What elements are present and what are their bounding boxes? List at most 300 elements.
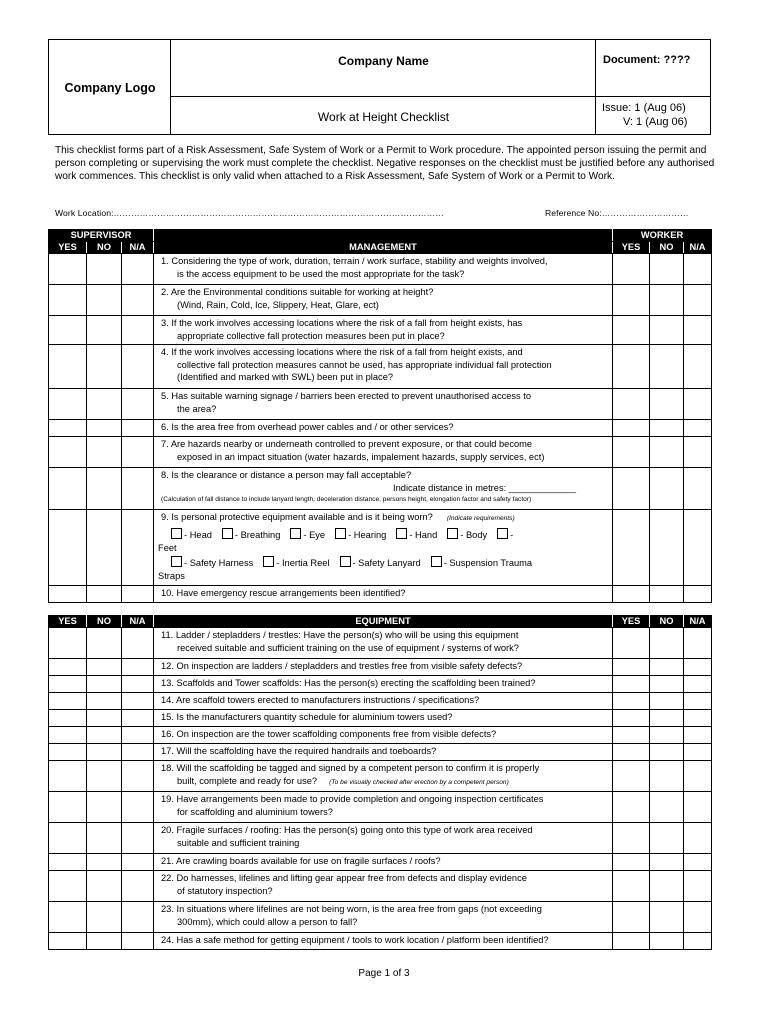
checklist-row [49, 792, 712, 823]
supervisor-na-cell[interactable] [122, 676, 154, 693]
ppe-options-row [161, 556, 608, 570]
question-line-text: 7. Are hazards nearby or underneath controlled to prevent exposure, or that could become [161, 439, 533, 449]
worker-yes-cell[interactable] [613, 744, 650, 761]
worker-no-cell[interactable] [650, 761, 684, 792]
checkbox-icon[interactable] [431, 556, 442, 567]
worker-na-cell[interactable] [684, 468, 712, 510]
supervisor-na-cell[interactable] [122, 316, 154, 345]
worker-no-cell[interactable] [650, 468, 684, 510]
question-text [154, 389, 613, 420]
supervisor-na-cell[interactable] [122, 285, 154, 316]
ppe-option-label: - Hearing [348, 530, 387, 540]
worker-na-cell[interactable] [684, 316, 712, 345]
ppe-option[interactable] [222, 530, 280, 540]
supervisor-yes-cell[interactable] [49, 727, 87, 744]
question-line-text: (Identified and marked with SWL) been put in place? [177, 372, 394, 382]
worker-yes-cell[interactable] [613, 509, 650, 585]
worker-no-cell[interactable] [650, 854, 684, 871]
question-line-text: 17. Will the scaffolding have the required handrails and toeboards? [161, 746, 437, 756]
worker-no-cell[interactable] [650, 345, 684, 389]
supervisor-na-cell[interactable] [122, 854, 154, 871]
supervisor-no-cell[interactable] [87, 254, 122, 285]
worker-na-cell[interactable] [684, 345, 712, 389]
worker-no-cell[interactable] [650, 676, 684, 693]
worker-na-cell[interactable] [684, 659, 712, 676]
supervisor-yes-cell[interactable] [49, 854, 87, 871]
worker-yes-cell[interactable] [613, 585, 650, 602]
supervisor-na-cell[interactable] [122, 659, 154, 676]
ppe-option-label: - Suspension Trauma [443, 558, 533, 568]
question-text [154, 727, 613, 744]
worker-yes-cell[interactable] [613, 468, 650, 510]
worker-na-cell[interactable] [684, 693, 712, 710]
supervisor-no-cell[interactable] [87, 437, 122, 468]
worker-yes-cell[interactable] [613, 316, 650, 345]
supervisor-no-cell[interactable] [87, 744, 122, 761]
question-text [154, 902, 613, 933]
question-text [154, 710, 613, 727]
question-line-text: 3. If the work involves accessing locations where the risk of a fall from height exists, has [161, 318, 523, 328]
ppe-option[interactable] [497, 530, 513, 540]
worker-yes-cell[interactable] [613, 792, 650, 823]
supervisor-yes-cell[interactable] [49, 902, 87, 933]
supervisor-yes-cell[interactable] [49, 316, 87, 345]
checklist-row [49, 761, 712, 792]
question-line-text: suitable and sufficient training [177, 837, 300, 848]
ppe-option[interactable] [335, 530, 386, 540]
worker-yes-cell[interactable] [613, 727, 650, 744]
question-text [154, 316, 613, 345]
question-text [154, 659, 613, 676]
worker-no-cell[interactable] [650, 316, 684, 345]
document-number: Document: ???? [603, 54, 691, 66]
question-text [154, 693, 613, 710]
worker-na-cell[interactable] [684, 761, 712, 792]
worker-yes-cell[interactable] [613, 871, 650, 902]
question-text [154, 420, 613, 437]
worker-no-cell[interactable] [650, 693, 684, 710]
worker-no-cell[interactable] [650, 659, 684, 676]
worker-na-cell[interactable] [684, 871, 712, 902]
ppe-option[interactable] [447, 530, 487, 540]
wrk-no-header: NO [650, 242, 684, 254]
checklist-row [49, 902, 712, 933]
version-text: V: 1 (Aug 06) [623, 116, 688, 128]
worker-no-cell[interactable] [650, 792, 684, 823]
supervisor-na-cell[interactable] [122, 693, 154, 710]
supervisor-na-cell[interactable] [122, 727, 154, 744]
question-text [154, 585, 613, 602]
checklist-row [49, 871, 712, 902]
supervisor-na-cell[interactable] [122, 420, 154, 437]
ppe-option-label: - Inertia Reel [276, 558, 330, 568]
checklist-row [49, 468, 712, 510]
worker-na-cell[interactable] [684, 676, 712, 693]
worker-no-cell[interactable] [650, 437, 684, 468]
question-text [154, 437, 613, 468]
checklist-row [49, 509, 712, 585]
supervisor-no-cell[interactable] [87, 676, 122, 693]
ppe-option-label: - Safety Lanyard [352, 558, 421, 568]
question-line-text: appropriate collective fall protection measures been put in place? [177, 330, 445, 341]
wrk-na-header: N/A [684, 242, 712, 254]
supervisor-no-cell[interactable] [87, 710, 122, 727]
supervisor-no-cell[interactable] [87, 761, 122, 792]
question-line-text: 14. Are scaffold towers erected to manufacturers instructions / specifications? [161, 695, 480, 705]
checklist-row [49, 854, 712, 871]
management-checklist [48, 229, 712, 603]
supervisor-yes-cell[interactable] [49, 420, 87, 437]
supervisor-na-cell[interactable] [122, 389, 154, 420]
supervisor-no-cell[interactable] [87, 933, 122, 950]
supervisor-yes-cell[interactable] [49, 933, 87, 950]
question-line-text: is the access equipment to be used the most appropriate for the task? [177, 268, 465, 279]
question-text [154, 854, 613, 871]
question-line-text: 10. Have emergency rescue arrangements been identified? [161, 587, 406, 598]
sup-na-header: N/A [122, 616, 154, 628]
work-location-field[interactable]: Work Location:…………………………………………………………………………………………………… [55, 208, 444, 218]
question-text [154, 345, 613, 389]
question-line-text: (Wind, Rain, Cold, Ice, Slippery, Heat, Glare, ect) [177, 299, 379, 310]
supervisor-no-cell[interactable] [87, 792, 122, 823]
question-line-text: 23. In situations where lifelines are not being worn, is the area free from gaps (not exceeding [161, 904, 542, 914]
supervisor-no-cell[interactable] [87, 389, 122, 420]
question-line-text [161, 775, 608, 790]
question-line-text: 2. Are the Environmental conditions suitable for working at height? [161, 287, 434, 297]
worker-yes-cell[interactable] [613, 933, 650, 950]
question-text [154, 285, 613, 316]
supervisor-na-cell[interactable] [122, 902, 154, 933]
question-line-text: 6. Is the area free from overhead power cables and / or other services? [161, 422, 454, 432]
equipment-checklist [48, 615, 712, 950]
checklist-row [49, 676, 712, 693]
checklist-row [49, 933, 712, 950]
question-line-text: 5. Has suitable warning signage / barriers been erected to prevent unauthorised access to [161, 391, 532, 401]
calculation-note: (Calculation of fall distance to include lanyard length, deceleration distance, persons height, elongation factor and safety factor) [161, 496, 532, 503]
worker-no-cell[interactable] [650, 823, 684, 854]
question-text [154, 933, 613, 950]
question-line-text: 300mm), which could allow a person to fall? [177, 916, 358, 927]
supervisor-yes-cell[interactable] [49, 585, 87, 602]
supervisor-no-cell[interactable] [87, 585, 122, 602]
supervisor-yes-cell[interactable] [49, 345, 87, 389]
company-name: Company Name [338, 54, 429, 68]
supervisor-yes-cell[interactable] [49, 389, 87, 420]
checkbox-icon[interactable] [396, 528, 407, 539]
checkbox-icon[interactable] [290, 528, 301, 539]
question-line-text: 1. Considering the type of work, duration, terrain / work surface, stability and weights involved, [161, 256, 548, 266]
worker-no-cell[interactable] [650, 933, 684, 950]
question-line-text: 11. Ladder / stepladders / trestles: Have the person(s) who will be using this equipment [161, 630, 519, 640]
question-line-text: 22. Do harnesses, lifelines and lifting gear appear free from defects and display evidence [161, 873, 527, 883]
worker-yes-cell[interactable] [613, 676, 650, 693]
supervisor-yes-cell[interactable] [49, 792, 87, 823]
supervisor-na-cell[interactable] [122, 933, 154, 950]
supervisor-na-cell[interactable] [122, 744, 154, 761]
supervisor-yes-cell[interactable] [49, 285, 87, 316]
document-header [48, 39, 711, 135]
supervisor-header: SUPERVISOR [49, 230, 154, 242]
worker-yes-cell[interactable] [613, 628, 650, 659]
question-text [154, 628, 613, 659]
header-row [49, 616, 712, 628]
supervisor-no-cell[interactable] [87, 628, 122, 659]
worker-no-cell[interactable] [650, 744, 684, 761]
ppe-option-label: - Eye [303, 530, 326, 540]
worker-yes-cell[interactable] [613, 710, 650, 727]
question-line-text: 12. On inspection are ladders / stepladders and trestles free from visible safety defects? [161, 661, 523, 671]
worker-yes-cell[interactable] [613, 823, 650, 854]
worker-no-cell[interactable] [650, 727, 684, 744]
checkbox-icon[interactable] [447, 528, 458, 539]
supervisor-yes-cell[interactable] [49, 871, 87, 902]
ppe-option[interactable] [290, 530, 325, 540]
supervisor-no-cell[interactable] [87, 285, 122, 316]
worker-na-cell[interactable] [684, 854, 712, 871]
checkbox-icon[interactable] [340, 556, 351, 567]
ppe-option-label: - Head [184, 530, 212, 540]
ppe-option-label: - Breathing [234, 530, 281, 540]
company-logo: Company Logo [64, 81, 156, 95]
supervisor-na-cell[interactable] [122, 628, 154, 659]
supervisor-na-cell[interactable] [122, 585, 154, 602]
supervisor-na-cell[interactable] [122, 345, 154, 389]
sup-no-header: NO [87, 242, 122, 254]
worker-na-cell[interactable] [684, 585, 712, 602]
question-line-text: collective fall protection measures cannot be used, has appropriate individual fall protection [177, 359, 552, 370]
question-line-text: for scaffolding and aluminium towers? [177, 806, 333, 817]
question-line-text: 16. On inspection are the tower scaffolding components free from visible defects? [161, 729, 497, 739]
worker-yes-cell[interactable] [613, 420, 650, 437]
supervisor-yes-cell[interactable] [49, 659, 87, 676]
page-number: Page 1 of 3 [358, 968, 410, 979]
fall-distance-field[interactable]: Indicate distance in metres: _____________ [393, 482, 576, 493]
issue-text: Issue: 1 (Aug 06) [602, 102, 686, 114]
question-line-text: received suitable and sufficient training on the use of equipment / systems of work? [177, 642, 519, 653]
checklist-title: Work at Height Checklist [317, 110, 450, 124]
ppe-option[interactable] [171, 558, 253, 568]
supervisor-na-cell[interactable] [122, 468, 154, 510]
checklist-row [49, 710, 712, 727]
supervisor-yes-cell[interactable] [49, 437, 87, 468]
wrk-no-header: NO [650, 616, 684, 628]
supervisor-na-cell[interactable] [122, 871, 154, 902]
worker-no-cell[interactable] [650, 254, 684, 285]
company-name-cell [171, 40, 596, 97]
supervisor-no-cell[interactable] [87, 854, 122, 871]
header-row [49, 230, 712, 242]
worker-na-cell[interactable] [684, 727, 712, 744]
wrk-na-header: N/A [684, 616, 712, 628]
ppe-option[interactable] [431, 558, 532, 568]
worker-na-cell[interactable] [684, 509, 712, 585]
question-line-text: 24. Has a safe method for getting equipment / tools to work location / platform been identified? [161, 935, 549, 945]
worker-na-cell[interactable] [684, 628, 712, 659]
supervisor-no-cell[interactable] [87, 345, 122, 389]
ppe-wrap-text: Feet [158, 542, 177, 553]
question-text [154, 744, 613, 761]
worker-na-cell[interactable] [684, 710, 712, 727]
worker-na-cell[interactable] [684, 389, 712, 420]
worker-na-cell[interactable] [684, 933, 712, 950]
question-text [154, 792, 613, 823]
worker-yes-cell[interactable] [613, 437, 650, 468]
checklist-row [49, 316, 712, 345]
worker-yes-cell[interactable] [613, 854, 650, 871]
checkbox-icon[interactable] [263, 556, 274, 567]
worker-yes-cell[interactable] [613, 345, 650, 389]
wrk-yes-header: YES [613, 616, 650, 628]
worker-yes-cell[interactable] [613, 659, 650, 676]
intro-paragraph: This checklist forms part of a Risk Assessment, Safe System of Work or a Permit to Work procedure. The appointed person issuing the permit and person completing or supervising the work must complete the checklist. Negative responses on the checklist must be justified before any authorised work commences. This checklist is only valid when attached to a Risk Assessment, Safe System of Work or a Permit to Work. [55, 145, 715, 182]
worker-no-cell[interactable] [650, 420, 684, 437]
checklist-row [49, 744, 712, 761]
question-text [154, 823, 613, 854]
question-line-text: 15. Is the manufacturers quantity schedule for aluminium towers used? [161, 712, 453, 722]
checklist-row [49, 420, 712, 437]
worker-no-cell[interactable] [650, 871, 684, 902]
question-text [154, 871, 613, 902]
sup-no-header: NO [87, 616, 122, 628]
ppe-option-label: - Safety Harness [184, 558, 254, 568]
worker-na-cell[interactable] [684, 744, 712, 761]
supervisor-na-cell[interactable] [122, 710, 154, 727]
supervisor-no-cell[interactable] [87, 693, 122, 710]
question-line-text: 8. Is the clearance or distance a person may fall acceptable? [161, 470, 412, 480]
supervisor-yes-cell[interactable] [49, 710, 87, 727]
checklist-row [49, 437, 712, 468]
reference-number-field[interactable]: Reference No:………………………… [545, 208, 689, 218]
worker-yes-cell[interactable] [613, 254, 650, 285]
supervisor-no-cell[interactable] [87, 468, 122, 510]
checkbox-icon[interactable] [171, 556, 182, 567]
question-text [154, 468, 613, 510]
worker-no-cell[interactable] [650, 285, 684, 316]
question-line-text: of statutory inspection? [177, 885, 273, 896]
supervisor-na-cell[interactable] [122, 254, 154, 285]
equipment-header: EQUIPMENT [154, 616, 613, 628]
worker-na-cell[interactable] [684, 823, 712, 854]
question-text [154, 676, 613, 693]
question-line-text: 20. Fragile surfaces / roofing: Has the person(s) going onto this type of work area received [161, 825, 533, 835]
worker-no-cell[interactable] [650, 902, 684, 933]
management-header: MANAGEMENT [154, 242, 613, 254]
checklist-row [49, 585, 712, 602]
worker-header: WORKER [613, 230, 712, 242]
worker-na-cell[interactable] [684, 437, 712, 468]
question-note: (Indicate requirements) [446, 514, 515, 522]
supervisor-yes-cell[interactable] [49, 509, 87, 585]
worker-yes-cell[interactable] [613, 693, 650, 710]
checklist-row [49, 659, 712, 676]
question-line-text: built, complete and ready for use? [177, 775, 318, 786]
worker-yes-cell[interactable] [613, 902, 650, 933]
worker-no-cell[interactable] [650, 389, 684, 420]
supervisor-yes-cell[interactable] [49, 761, 87, 792]
ppe-wrap-text: Straps [158, 570, 185, 581]
supervisor-na-cell[interactable] [122, 509, 154, 585]
worker-na-cell[interactable] [684, 285, 712, 316]
checklist-row [49, 254, 712, 285]
document-cell [596, 40, 710, 97]
worker-no-cell[interactable] [650, 585, 684, 602]
question-line-text: 4. If the work involves accessing locations where the risk of a fall from height exists, and [161, 347, 523, 357]
checkbox-icon[interactable] [497, 528, 508, 539]
supervisor-na-cell[interactable] [122, 823, 154, 854]
question-line-text: 18. Will the scaffolding be tagged and signed by a competent person to confirm it is properly [161, 763, 540, 773]
supervisor-no-cell[interactable] [87, 871, 122, 902]
sup-yes-header: YES [49, 242, 87, 254]
supervisor-no-cell[interactable] [87, 902, 122, 933]
question-line-text: 21. Are crawling boards available for use on fragile surfaces / roofs? [161, 856, 441, 866]
supervisor-na-cell[interactable] [122, 437, 154, 468]
question-line-text: 19. Have arrangements been made to provide completion and ongoing inspection certificates [161, 794, 544, 804]
worker-na-cell[interactable] [684, 420, 712, 437]
subheader-row [49, 242, 712, 254]
supervisor-yes-cell[interactable] [49, 693, 87, 710]
question-text [154, 254, 613, 285]
supervisor-yes-cell[interactable] [49, 628, 87, 659]
checklist-row [49, 285, 712, 316]
worker-na-cell[interactable] [684, 254, 712, 285]
question-line-text: 13. Scaffolds and Tower scaffolds: Has the person(s) erecting the scaffolding been trained? [161, 678, 536, 688]
ppe-option-label: - Hand [409, 530, 438, 540]
title-cell [171, 97, 596, 134]
checkbox-icon[interactable] [222, 528, 233, 539]
worker-no-cell[interactable] [650, 628, 684, 659]
supervisor-yes-cell[interactable] [49, 823, 87, 854]
supervisor-na-cell[interactable] [122, 761, 154, 792]
worker-yes-cell[interactable] [613, 761, 650, 792]
worker-na-cell[interactable] [684, 792, 712, 823]
checklist-row [49, 345, 712, 389]
supervisor-no-cell[interactable] [87, 509, 122, 585]
ppe-option[interactable] [171, 530, 212, 540]
ppe-option[interactable] [263, 558, 329, 568]
checklist-row [49, 823, 712, 854]
question-text [154, 509, 613, 585]
worker-yes-cell[interactable] [613, 285, 650, 316]
sup-yes-header: YES [49, 616, 87, 628]
supervisor-na-cell[interactable] [122, 792, 154, 823]
ppe-options-row [161, 528, 608, 542]
ppe-option[interactable] [396, 530, 437, 540]
worker-no-cell[interactable] [650, 710, 684, 727]
question-line-text: the area? [177, 403, 217, 414]
supervisor-no-cell[interactable] [87, 727, 122, 744]
checkbox-icon[interactable] [335, 528, 346, 539]
supervisor-yes-cell[interactable] [49, 676, 87, 693]
worker-na-cell[interactable] [684, 902, 712, 933]
supervisor-yes-cell[interactable] [49, 744, 87, 761]
ppe-option[interactable] [340, 558, 421, 568]
checklist-row [49, 693, 712, 710]
supervisor-no-cell[interactable] [87, 823, 122, 854]
logo-cell [49, 40, 171, 134]
supervisor-no-cell[interactable] [87, 316, 122, 345]
wrk-yes-header: YES [613, 242, 650, 254]
worker-yes-cell[interactable] [613, 389, 650, 420]
question-line-text: exposed in an impact situation (water hazards, impalement hazards, supply services, ect) [177, 451, 545, 462]
ppe-option-label: - Body [460, 530, 488, 540]
checklist-row [49, 389, 712, 420]
supervisor-no-cell[interactable] [87, 659, 122, 676]
checkbox-icon[interactable] [171, 528, 182, 539]
supervisor-yes-cell[interactable] [49, 254, 87, 285]
supervisor-no-cell[interactable] [87, 420, 122, 437]
worker-no-cell[interactable] [650, 509, 684, 585]
supervisor-yes-cell[interactable] [49, 468, 87, 510]
